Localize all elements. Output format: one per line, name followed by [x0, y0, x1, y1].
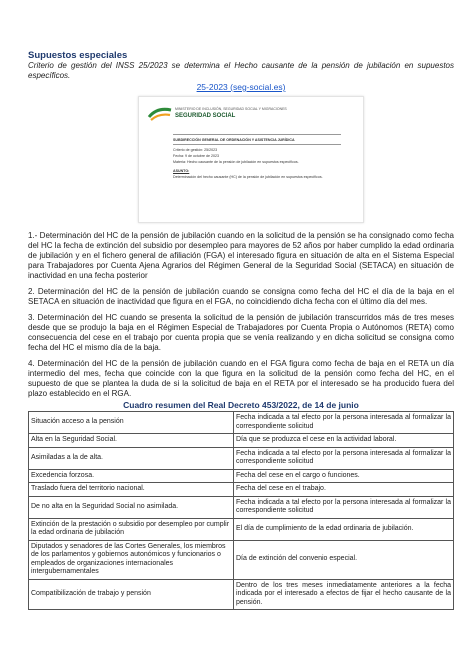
section-title: Supuestos especiales: [28, 50, 128, 61]
logo-name-text: SEGURIDAD SOCIAL: [175, 113, 236, 119]
date-cell: Fecha del cese en el cargo o funciones.: [234, 469, 454, 483]
table-row: [29, 469, 454, 483]
circular-asunto-label: ASUNTO:: [173, 169, 190, 173]
paragraph-2: 2. Determinación del HC de la pensión de jubilación cuando se consigna como fecha del HC el día de la baja en el SETACA en situación de inactividad que figura en el FGA, no coincidiendo dicha fecha con el último día del mes.: [28, 287, 454, 306]
circular-materia: Materia: Hecho causante de la pensión de jubilación en supuestos específicos.: [173, 160, 299, 164]
table-title: Cuadro resumen del Real Decreto 453/2022, de 14 de junio: [123, 400, 359, 410]
paragraph-3: 3. Determinación del HC cuando se presenta la solicitud de la pensión de jubilación transcurridos más de tres meses desde que se produjo la baja en el Régimen Especial de Trabajadores por Cuenta Propia o Autónomos (RETA) como consecuencia del cese en el trabajo por cuenta propia que se venía realizando y en dicha solicitud se consigna como fecha del HC el mismo día de la baja.: [28, 313, 454, 352]
document-page: [28, 50, 454, 610]
situation-cell: Excedencia forzosa.: [29, 469, 234, 483]
circular-asunto-text: Determinación del hecho causante (HC) de la pensión de jubilación en supuestos específicos.: [173, 175, 323, 179]
situation-cell: Asimiladas a la de alta.: [29, 447, 234, 469]
situation-cell: Alta en la Seguridad Social.: [29, 434, 234, 448]
circular-body: [173, 133, 341, 180]
seg-social-link[interactable]: 25-2023 (seg-social.es): [196, 82, 286, 92]
divider: [173, 134, 341, 135]
situation-cell: De no alta en la Seguridad Social no asimilada.: [29, 496, 234, 518]
paragraph-1: 1.- Determinación del HC de la pensión de jubilación cuando en la solicitud de la pensión se ha consignado como fecha del HC la fecha de extinción del subsidio por desempleo para mayores de 52 años por haber cumplido la edad ordinaria de jubilación y en el fichero general de afiliación (FGA) el interesado figura en situación de alta en el Sistema Especial para Trabajadores por Cuenta Ajena Agrarios del Régimen General de la Seguridad Social (SETACA) en situación de inactividad en una fecha posterior: [28, 231, 454, 280]
table-row: [29, 496, 454, 518]
date-cell: Fecha del cese en el trabajo.: [234, 483, 454, 497]
date-cell: El día de cumplimiento de la edad ordinaria de jubilación.: [234, 518, 454, 540]
table-row: [29, 434, 454, 448]
intro-text: Criterio de gestión del INSS 25/2023 se determina el Hecho causante de la pensión de jubilación en supuestos específicos.: [28, 61, 454, 80]
situation-cell: Extinción de la prestación o subsidio por desempleo por cumplir la edad ordinaria de jubilación: [29, 518, 234, 540]
circular-subdireccion: SUBDIRECCIÓN GENERAL DE ORDENACIÓN Y ASISTENCIA JURÍDICA: [173, 138, 295, 142]
date-cell: Dentro de los tres meses inmediatamente anteriores a la fecha indicada por el interesado a efectos de fijar el hecho causante de la pensión.: [234, 579, 454, 610]
logo-ministry-text: MINISTERIO DE INCLUSIÓN, SEGURIDAD SOCIAL Y MIGRACIONES: [175, 107, 287, 111]
table-row: [29, 483, 454, 497]
summary-table: [28, 411, 454, 610]
table-row: [29, 579, 454, 610]
seguridad-social-logo-icon: [147, 105, 173, 123]
circular-criterio: Criterio de gestión: 25/2023: [173, 148, 218, 152]
situation-cell: Situación acceso a la pensión: [29, 412, 234, 434]
date-cell: Fecha indicada a tal efecto por la persona interesada al formalizar la correspondiente solicitud: [234, 496, 454, 518]
date-cell: Día que se produzca el cese en la actividad laboral.: [234, 434, 454, 448]
date-cell: Fecha indicada a tal efecto por la persona interesada al formalizar la correspondiente solicitud: [234, 447, 454, 469]
table-row: [29, 412, 454, 434]
situation-cell: Compatibilización de trabajo y pensión: [29, 579, 234, 610]
date-cell: Fecha indicada a tal efecto por la persona interesada al formalizar la correspondiente solicitud: [234, 412, 454, 434]
date-cell: Día de extinción del convenio especial.: [234, 540, 454, 579]
seguridad-social-logo: [147, 103, 287, 127]
circular-fecha: Fecha: 9 de octubre de 2023: [173, 154, 219, 158]
situation-cell: Diputados y senadores de las Cortes Generales, los miembros de los parlamentos y gobiernos autonómicos y funcionarios o empleados de organizaciones internacionales intergubernamentales: [29, 540, 234, 579]
link-line: [28, 82, 454, 93]
situation-cell: Traslado fuera del territorio nacional.: [29, 483, 234, 497]
table-row: [29, 518, 454, 540]
embedded-circular-image: [138, 96, 364, 223]
divider: [173, 144, 341, 145]
table-row: [29, 540, 454, 579]
paragraph-4: 4. Determinación del HC de la pensión de jubilación cuando en el FGA figura como fecha de baja en el RETA un día intermedio del mes, fecha que coincide con la que figura en la solicitud de la pensión como fecha del HC, en el supuesto de que se plantea la duda de si la solicitud de baja en el RETA por el interesado se ha producido fuera del plazo establecido en el RGA.: [28, 359, 454, 398]
table-row: [29, 447, 454, 469]
